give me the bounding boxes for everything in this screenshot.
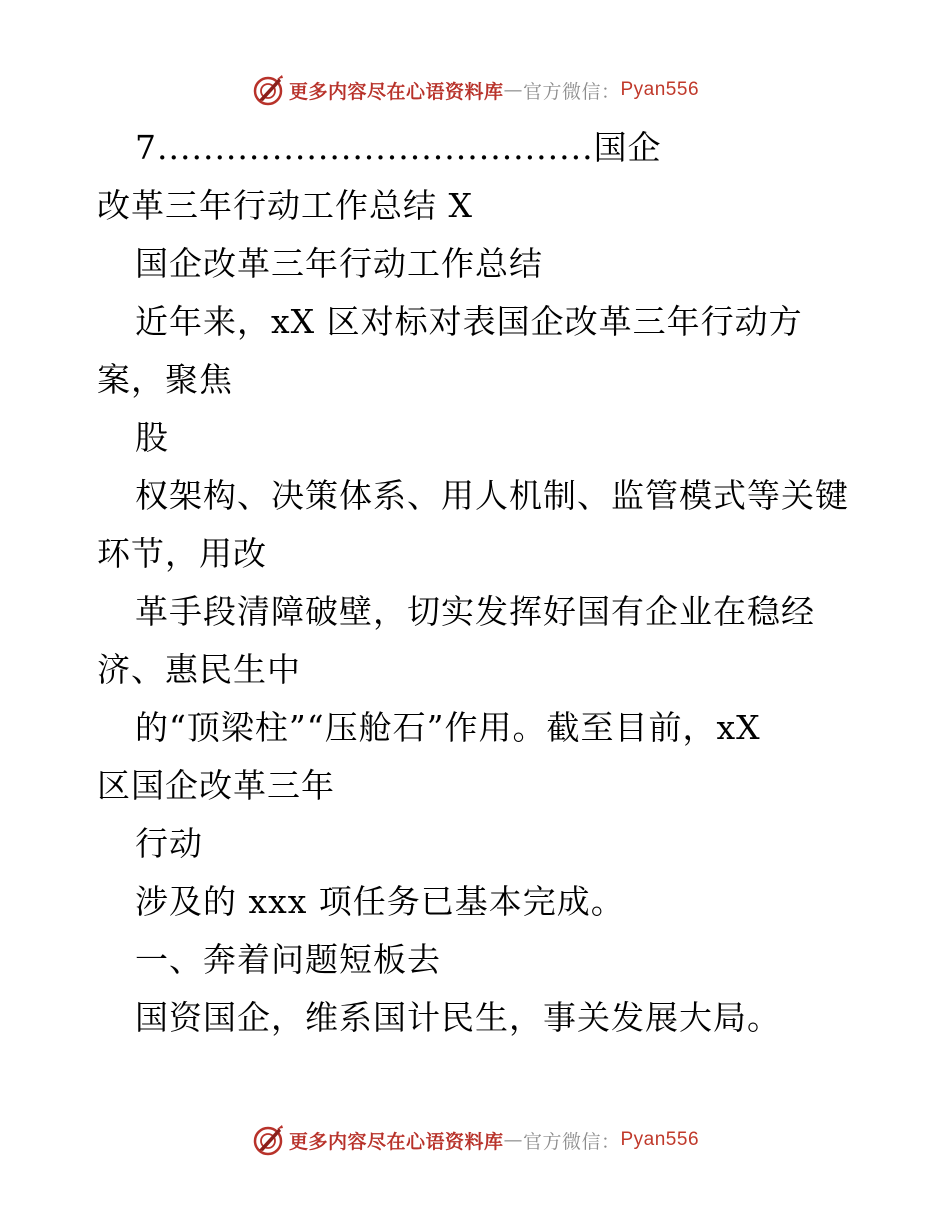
header-banner [0,72,950,108]
paragraph-line: 涉及的 xxx 项任务已基本完成。 [135,882,625,921]
banner-wechat-label: 官方微信： [522,80,621,103]
banner-site-name: 更多内容尽在心语资料库 [288,80,504,103]
toc-entry-continuation: 改革三年行动工作总结 X [97,186,473,225]
footer-banner [0,1122,950,1158]
paragraph-line: 环节，用改 [97,534,267,573]
paragraph-line: 行动 [135,824,203,863]
banner-separator: — [503,79,523,101]
paragraph-line: 区国企改革三年 [97,766,335,805]
toc-entry: 7......................................国企 [135,128,662,167]
quill-logo-icon [251,73,285,107]
paragraph-line: 近年来，xX 区对标对表国企改革三年行动方 [135,302,803,341]
paragraph-line: 的“顶梁柱”“压舱石”作用。截至目前，xX [135,708,761,747]
paragraph-line: 案，聚焦 [97,360,233,399]
section-heading: 一、奔着问题短板去 [135,940,441,979]
document-title: 国企改革三年行动工作总结 [135,244,543,283]
document-body [97,119,857,1047]
paragraph-line: 革手段清障破壁，切实发挥好国有企业在稳经 [135,592,815,631]
banner-wechat-id: Pyan556 [620,1129,700,1150]
banner-wechat-id: Pyan556 [620,79,700,100]
quill-logo-icon [251,1123,285,1157]
paragraph-line: 国资国企，维系国计民生，事关发展大局。 [135,998,781,1037]
banner-separator: — [503,1129,523,1151]
banner-site-name: 更多内容尽在心语资料库 [288,1130,504,1153]
paragraph-line: 济、惠民生中 [97,650,301,689]
paragraph-line: 权架构、决策体系、用人机制、监管模式等关键 [135,476,849,515]
paragraph-line: 股 [135,418,169,457]
banner-wechat-label: 官方微信： [522,1130,621,1153]
